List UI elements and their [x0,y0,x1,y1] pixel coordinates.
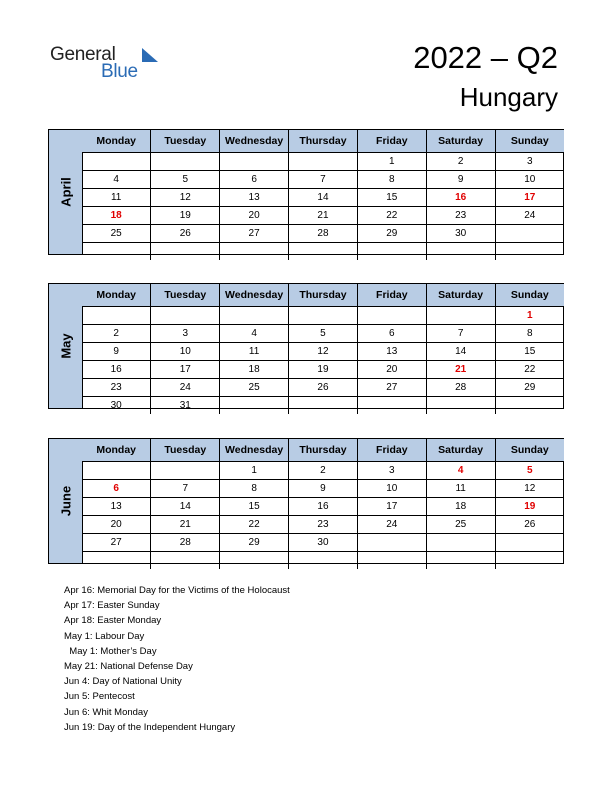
day-cell: 3 [495,153,564,171]
day-cell [289,552,358,570]
day-cell: 2 [289,462,358,480]
day-cell: 13 [357,343,426,361]
month-table [82,284,564,414]
logo-word-blue: Blue [101,61,138,82]
day-cell: 24 [495,207,564,225]
day-cell: 26 [289,379,358,397]
day-cell [495,225,564,243]
day-cell: 16 [289,498,358,516]
day-cell: 20 [357,361,426,379]
day-cell: 20 [82,516,151,534]
day-cell: 6 [220,171,289,189]
day-cell: 23 [82,379,151,397]
day-cell: 2 [82,325,151,343]
day-cell [82,552,151,570]
day-cell: 8 [220,480,289,498]
day-cell [426,534,495,552]
day-cell: 13 [82,498,151,516]
week-row [82,171,564,189]
day-cell [289,397,358,415]
weekday-header: Monday [82,439,151,462]
day-cell [495,397,564,415]
holiday-note: Apr 16: Memorial Day for the Victims of the Holocaust [64,585,290,596]
day-cell: 29 [220,534,289,552]
day-cell: 28 [289,225,358,243]
logo-word-general: General [50,44,116,65]
day-cell: 15 [495,343,564,361]
day-cell: 11 [82,189,151,207]
day-cell: 24 [151,379,220,397]
holiday-note: May 1: Labour Day [64,630,145,642]
day-cell: 3 [151,325,220,343]
day-cell: 3 [357,462,426,480]
weekday-header: Thursday [289,439,358,462]
day-cell [82,243,151,261]
day-cell [151,307,220,325]
week-row [82,552,564,570]
day-cell: 17 [151,361,220,379]
day-cell: 4 [426,462,495,480]
day-cell: 16 [82,361,151,379]
weekday-header: Sunday [495,439,564,462]
day-cell: 1 [357,153,426,171]
day-cell: 19 [289,361,358,379]
day-cell: 23 [289,516,358,534]
day-cell: 15 [357,189,426,207]
day-cell: 7 [289,171,358,189]
day-cell [220,307,289,325]
day-cell: 14 [426,343,495,361]
day-cell: 28 [151,534,220,552]
holiday-note: Apr 17: Easter Sunday [64,600,160,612]
month-label-box [49,130,83,254]
weekday-header: Tuesday [151,439,220,462]
day-cell [82,462,151,480]
day-cell: 8 [357,171,426,189]
day-cell: 25 [426,516,495,534]
holiday-note: May 21: National Defense Day [64,661,193,673]
day-cell: 30 [82,397,151,415]
day-cell [426,243,495,261]
week-row [82,189,564,207]
weekday-header: Tuesday [151,284,220,307]
day-cell: 10 [495,171,564,189]
day-cell: 18 [220,361,289,379]
day-cell [82,153,151,171]
week-row [82,243,564,261]
weekday-header: Sunday [495,130,564,153]
day-cell: 12 [495,480,564,498]
weekday-header: Wednesday [220,439,289,462]
month-block-april [48,129,564,255]
day-cell [289,153,358,171]
day-cell [151,462,220,480]
day-cell [495,534,564,552]
day-cell: 4 [82,171,151,189]
day-cell: 24 [357,516,426,534]
month-block-june [48,438,564,564]
weekday-header: Monday [82,130,151,153]
day-cell: 30 [289,534,358,552]
day-cell: 20 [220,207,289,225]
day-cell: 7 [426,325,495,343]
day-cell: 11 [426,480,495,498]
day-cell: 17 [357,498,426,516]
day-cell: 21 [426,361,495,379]
weekday-header-row [82,439,564,462]
day-cell: 10 [151,343,220,361]
holiday-note: Jun 6: Whit Monday [64,706,148,718]
day-cell [495,243,564,261]
day-cell [220,397,289,415]
day-cell [495,552,564,570]
weekday-header: Friday [357,130,426,153]
week-row [82,361,564,379]
day-cell: 25 [220,379,289,397]
day-cell: 17 [495,189,564,207]
week-row [82,397,564,415]
day-cell: 9 [289,480,358,498]
weekday-header: Thursday [289,130,358,153]
week-row [82,534,564,552]
day-cell: 29 [357,225,426,243]
logo [50,44,150,84]
day-cell: 2 [426,153,495,171]
day-cell: 25 [82,225,151,243]
day-cell: 19 [151,207,220,225]
day-cell: 29 [495,379,564,397]
day-cell: 15 [220,498,289,516]
weekday-header: Wednesday [220,130,289,153]
holiday-notes [64,583,290,735]
day-cell: 19 [495,498,564,516]
month-label-box [49,439,83,563]
day-cell: 12 [289,343,358,361]
day-cell [289,307,358,325]
weekday-header-row [82,284,564,307]
day-cell: 11 [220,343,289,361]
week-row [82,153,564,171]
day-cell: 22 [220,516,289,534]
day-cell [220,153,289,171]
day-cell: 18 [82,207,151,225]
month-label: April [58,177,73,207]
day-cell: 1 [220,462,289,480]
day-cell: 5 [289,325,358,343]
holiday-note: Jun 4: Day of National Unity [64,676,182,688]
week-row [82,462,564,480]
weekday-header: Wednesday [220,284,289,307]
weekday-header: Friday [357,284,426,307]
weekday-header: Saturday [426,130,495,153]
day-cell: 21 [289,207,358,225]
month-table [82,130,564,260]
day-cell: 18 [426,498,495,516]
weekday-header: Friday [357,439,426,462]
day-cell: 5 [495,462,564,480]
day-cell: 5 [151,171,220,189]
day-cell: 23 [426,207,495,225]
weekday-header: Thursday [289,284,358,307]
weekday-header: Saturday [426,439,495,462]
weekday-header: Tuesday [151,130,220,153]
day-cell: 28 [426,379,495,397]
page-title: 2022 – Q2 [413,40,558,75]
month-label-box [49,284,83,408]
day-cell: 22 [357,207,426,225]
weekday-header-row [82,130,564,153]
day-cell: 10 [357,480,426,498]
week-row [82,516,564,534]
day-cell: 26 [151,225,220,243]
week-row [82,343,564,361]
weekday-header: Sunday [495,284,564,307]
day-cell: 6 [82,480,151,498]
day-cell: 14 [289,189,358,207]
weekday-header: Monday [82,284,151,307]
month-label: May [58,333,73,359]
week-row [82,225,564,243]
day-cell [357,243,426,261]
day-cell: 14 [151,498,220,516]
holiday-note: May 1: Mother’s Day [64,645,157,657]
day-cell [220,243,289,261]
day-cell [357,397,426,415]
day-cell [82,307,151,325]
day-cell [289,243,358,261]
day-cell: 27 [82,534,151,552]
country-name: Hungary [459,82,558,112]
day-cell: 16 [426,189,495,207]
week-row [82,379,564,397]
day-cell [151,243,220,261]
day-cell [357,307,426,325]
day-cell [426,552,495,570]
month-label: June [58,485,73,517]
day-cell: 27 [357,379,426,397]
day-cell [357,552,426,570]
day-cell: 30 [426,225,495,243]
day-cell: 1 [495,307,564,325]
week-row [82,307,564,325]
day-cell [151,552,220,570]
week-row [82,207,564,225]
day-cell: 6 [357,325,426,343]
month-block-may [48,283,564,409]
holiday-note: Jun 19: Day of the Independent Hungary [64,721,236,733]
day-cell [151,153,220,171]
month-table [82,439,564,569]
day-cell: 8 [495,325,564,343]
day-cell: 9 [426,171,495,189]
day-cell: 27 [220,225,289,243]
day-cell: 22 [495,361,564,379]
day-cell [357,534,426,552]
logo-triangle-icon [142,48,158,62]
day-cell: 9 [82,343,151,361]
week-row [82,325,564,343]
day-cell: 21 [151,516,220,534]
day-cell: 31 [151,397,220,415]
day-cell: 12 [151,189,220,207]
holiday-note: Jun 5: Pentecost [64,691,135,703]
day-cell: 13 [220,189,289,207]
day-cell [426,307,495,325]
day-cell: 7 [151,480,220,498]
day-cell: 26 [495,516,564,534]
week-row [82,498,564,516]
day-cell [426,397,495,415]
day-cell: 4 [220,325,289,343]
holiday-note: Apr 18: Easter Monday [64,615,162,627]
day-cell [220,552,289,570]
week-row [82,480,564,498]
weekday-header: Saturday [426,284,495,307]
